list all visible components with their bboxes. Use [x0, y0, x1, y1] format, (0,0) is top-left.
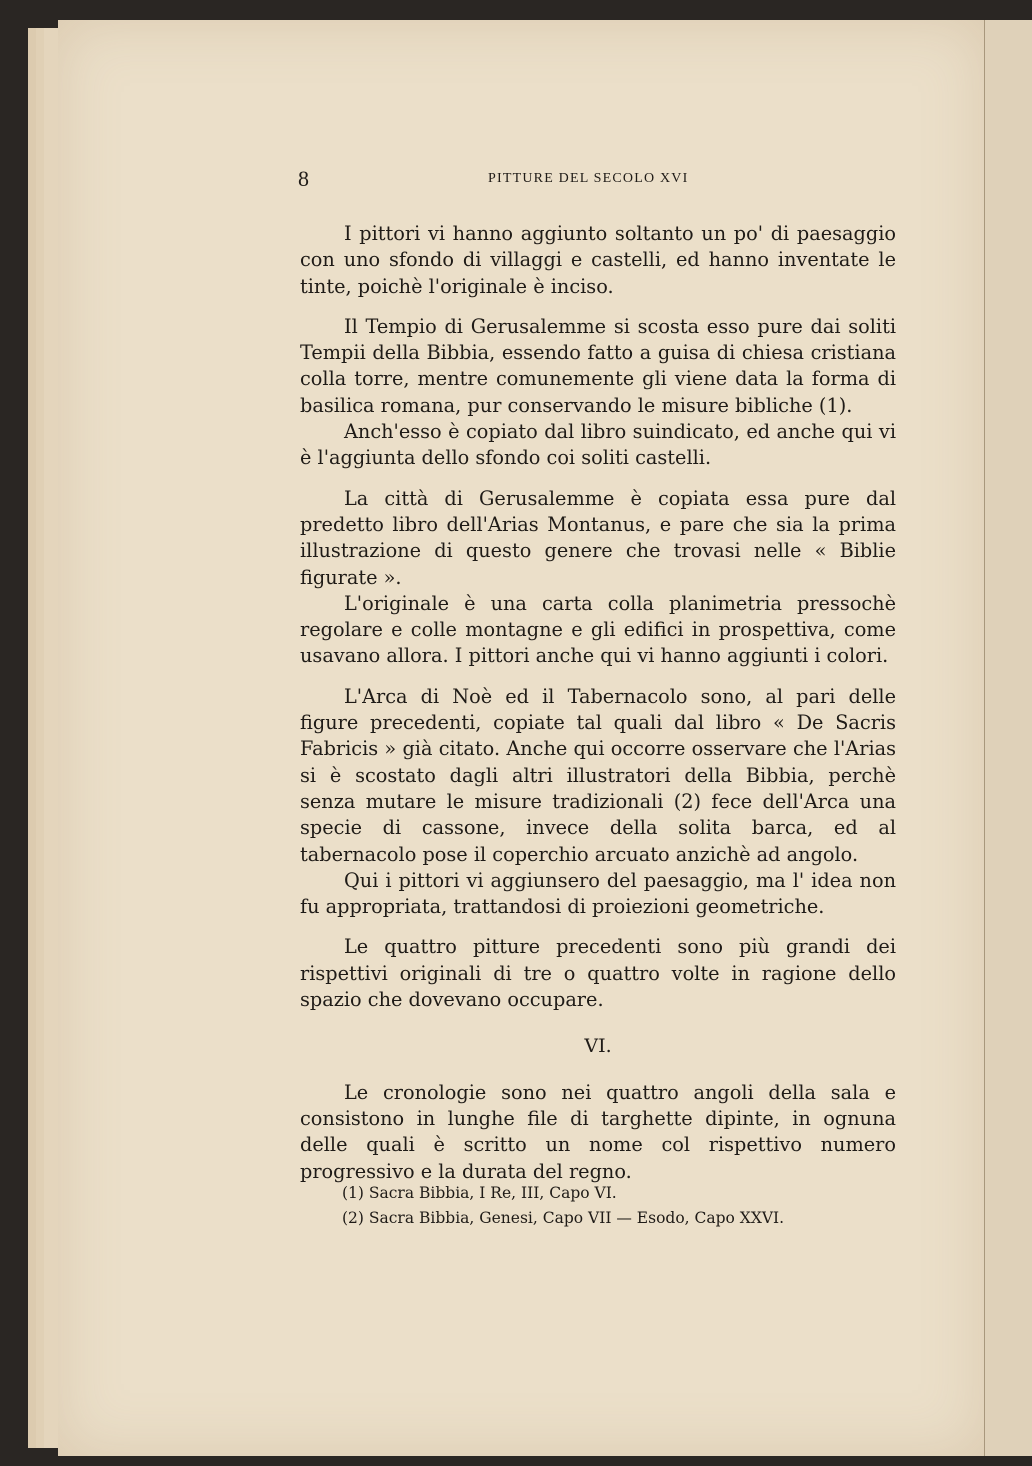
footnote: (2) Sacra Bibbia, Genesi, Capo VII — Esodo, Capo XXVI.	[342, 1209, 785, 1227]
paragraph: Qui i pittori vi aggiunsero del paesaggio, ma l' idea non fu appropriata, trattandosi di proiezioni geometriche.	[300, 868, 896, 919]
next-page-edge	[984, 20, 1032, 1456]
body-text	[300, 221, 896, 1185]
page-header	[298, 166, 898, 194]
paragraph: Le quattro pitture precedenti sono più grandi dei rispettivi originali di tre o quattro volte in ragione dello spazio che dovevano occupare.	[300, 935, 896, 1012]
paragraph: L'Arca di Noè ed il Tabernacolo sono, al pari delle figure precedenti, copiate tal quali dal libro « De Sacris Fabricis » già citato. Anche qui occorre osservare che l'Arias si è scostato dagli altri illustratori della Bibbia, perchè senza mutare le misure tradizionali (2) fece dell'Arca una specie di cassone, invece della solita barca, ed al tabernacolo pose il coperchio arcuato anzichè ad angolo.	[300, 684, 896, 866]
paragraph: Le cronologie sono nei quattro angoli della sala e consistono in lunghe file di targhette dipinte, in ognuna delle quali è scritto un nome col rispettivo numero progressivo e la durata del regno.	[300, 1080, 896, 1183]
paragraph: I pittori vi hanno aggiunto soltanto un po' di paesaggio con uno sfondo di villaggi e castelli, ed hanno inventate le tinte, poichè l'originale è inciso.	[300, 222, 896, 298]
page-number: 8	[298, 166, 309, 191]
paragraph: La città di Gerusalemme è copiata essa pure dal predetto libro dell'Arias Montanus, e pare che sia la prima illustrazione di questo genere che trovasi nelle « Biblie figurate ».	[300, 486, 896, 589]
paragraph: Il Tempio di Gerusalemme si scosta esso pure dai soliti Tempii della Bibbia, essendo fatto a guisa di chiesa cristiana colla torre, mentre comunemente gli viene data la forma di basilica romana, pur conservando le misure bibliche (1).	[300, 314, 896, 417]
paragraph: L'originale è una carta colla planimetria pressochè regolare e colle montagne e gli edifici in prospettiva, come usavano allora. I pittori anche qui vi hanno aggiunti i colori.	[300, 591, 896, 668]
section-heading: VI.	[584, 1035, 612, 1058]
paragraph: Anch'esso è copiato dal libro suindicato, ed anche qui vi è l'aggiunta dello sfondo coi soliti castelli.	[300, 420, 896, 470]
footnotes	[342, 1181, 902, 1231]
running-title: PITTURE DEL SECOLO XVI	[488, 171, 689, 186]
footnote: (1) Sacra Bibbia, I Re, III, Capo VI.	[342, 1184, 617, 1202]
